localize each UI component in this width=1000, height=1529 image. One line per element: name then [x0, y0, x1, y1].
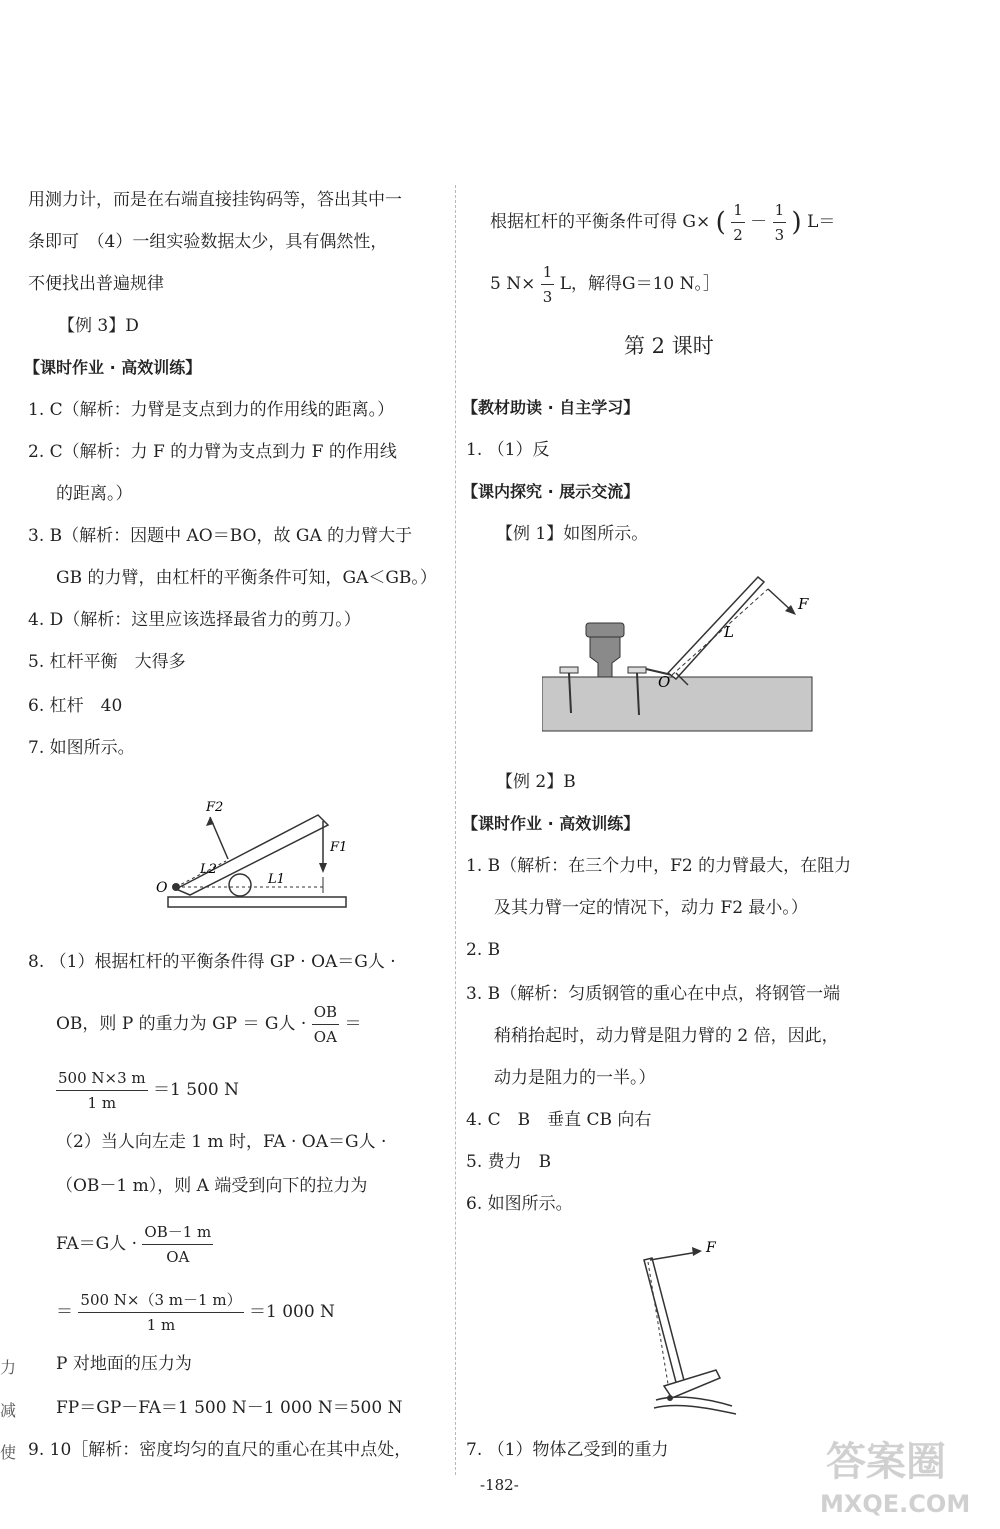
- answer-8-line6: FA＝G人 · $\frac{OB-1 m}{OA}$: [56, 1220, 213, 1269]
- fraction: $\frac{500 N\times(3 m-1 m)}{1 m}$: [78, 1288, 243, 1337]
- page-number: -182-: [480, 1476, 519, 1494]
- column-divider: [455, 185, 456, 1475]
- label-f: F: [798, 595, 809, 613]
- hw-answer-5: 5. 费力 B: [466, 1152, 552, 1172]
- fraction: $\frac{OB-1 m}{OA}$: [142, 1220, 213, 1269]
- equation-line1: 根据杠杆的平衡条件可得 G× ( $\frac{1}{2}$ － $\frac{1}{3}$ ) L＝: [490, 198, 835, 247]
- answer-8-line9: FP＝GP－FA＝1 500 N－1 000 N＝500 N: [56, 1398, 403, 1418]
- fraction: $\frac{1}{3}$: [773, 198, 787, 247]
- hw-answer-3-cont2: 动力是阻力的一半。）: [494, 1068, 656, 1088]
- hw-answer-3: 3. B（解析：匀质钢管的重心在中点，将钢管一端: [466, 984, 841, 1004]
- fraction: $\frac{OB}{OA}$: [312, 1000, 339, 1049]
- study-answer-1: 1. （1）反: [466, 440, 550, 460]
- fraction: $\frac{1}{2}$: [731, 198, 745, 247]
- section-heading: 【课时作业 · 高效训练】: [462, 814, 640, 833]
- example-2-answer: 【例 2】B: [496, 772, 576, 792]
- example-1-answer: 【例 1】如图所示。: [496, 524, 649, 544]
- section-heading: 【教材助读 · 自主学习】: [462, 398, 640, 417]
- watermark-url: MXQE.COM: [820, 1490, 971, 1518]
- side-mark: 使: [0, 1443, 17, 1462]
- label-f1: F1: [330, 840, 348, 855]
- crowbar-diagram-example1: [542, 575, 842, 735]
- answer-8-line7: ＝ $\frac{500 N\times(3 m-1 m)}{1 m}$ ＝1 000 N: [56, 1288, 335, 1337]
- fraction: $\frac{1}{3}$: [541, 260, 555, 309]
- answer-4: 4. D（解析：这里应该选择最省力的剪刀。）: [28, 610, 361, 630]
- label-f: F: [706, 1240, 716, 1256]
- answer-1: 1. C（解析：力臂是支点到力的作用线的距离。）: [28, 400, 395, 420]
- text-line: 不便找出普遍规律: [28, 274, 164, 294]
- answer-6: 6. 杠杆 40: [28, 696, 123, 716]
- label-o: O: [658, 673, 671, 691]
- answer-8-line5: （OB－1 m），则 A 端受到向下的拉力为: [56, 1176, 368, 1196]
- hw-answer-7: 7. （1）物体乙受到的重力: [466, 1440, 669, 1460]
- lever-diagram-q7: [148, 795, 348, 915]
- answer-8-line2: OB，则 P 的重力为 GP ＝ G人 · $\frac{OB}{OA}$ ＝: [56, 1000, 361, 1049]
- answer-2: 2. C（解析：力 F 的力臂为支点到力 F 的作用线: [28, 442, 397, 462]
- answer-8-line8: P 对地面的压力为: [56, 1354, 192, 1374]
- text-line: 条即可 （4）一组实验数据太少，具有偶然性，: [28, 232, 388, 252]
- hw-answer-2: 2. B: [466, 940, 501, 960]
- label-f2: F2: [206, 800, 224, 815]
- watermark-logo: 答案圈: [826, 1439, 946, 1485]
- answer-8-line3: $\frac{500 N\times 3 m}{1 m}$ ＝1 500 N: [56, 1066, 239, 1115]
- text-line: 用测力计，而是在右端直接挂钩码等，答出其中一: [28, 190, 402, 210]
- label-l1: L1: [268, 872, 285, 887]
- side-mark: 减: [0, 1401, 17, 1420]
- hw-answer-1-cont: 及其力臂一定的情况下，动力 F2 最小。）: [494, 898, 808, 918]
- answer-3: 3. B（解析：因题中 AO＝BO，故 GA 的力臂大于: [28, 526, 413, 546]
- label-l2: L2: [200, 862, 217, 877]
- hw-answer-1: 1. B（解析：在三个力中，F2 的力臂最大，在阻力: [466, 856, 852, 876]
- section-heading: 【课内探究 · 展示交流】: [462, 482, 640, 501]
- fraction: $\frac{500 N\times 3 m}{1 m}$: [56, 1066, 148, 1115]
- answer-8-line4: （2）当人向左走 1 m 时，FA · OA＝G人 ·: [56, 1132, 387, 1152]
- answer-5: 5. 杠杆平衡 大得多: [28, 652, 186, 672]
- answer-9: 9. 10［解析：密度均匀的直尺的重心在其中点处，: [28, 1440, 412, 1460]
- answer-2-cont: 的距离。）: [56, 484, 133, 504]
- lesson-title: 第 2 课时: [624, 334, 714, 358]
- label-l: L: [724, 623, 734, 641]
- label-o: O: [156, 880, 168, 896]
- hammer-diagram-q6: [636, 1238, 746, 1418]
- example-3-answer: 【例 3】D: [58, 316, 139, 336]
- hw-answer-3-cont: 稍稍抬起时，动力臂是阻力臂的 2 倍，因此，: [494, 1026, 839, 1046]
- equation-line2: 5 N× $\frac{1}{3}$ L，解得G＝10 N。］: [490, 260, 720, 309]
- hw-answer-6: 6. 如图所示。: [466, 1194, 573, 1214]
- hw-answer-4: 4. C B 垂直 CB 向右: [466, 1110, 652, 1130]
- side-mark: 力: [0, 1358, 17, 1377]
- section-heading: 【课时作业 · 高效训练】: [24, 358, 202, 377]
- answer-7: 7. 如图所示。: [28, 738, 135, 758]
- answer-3-cont: GB 的力臂，由杠杆的平衡条件可知，GA＜GB。）: [56, 568, 437, 588]
- answer-8-line1: 8. （1）根据杠杆的平衡条件得 GP · OA＝G人 ·: [28, 952, 396, 972]
